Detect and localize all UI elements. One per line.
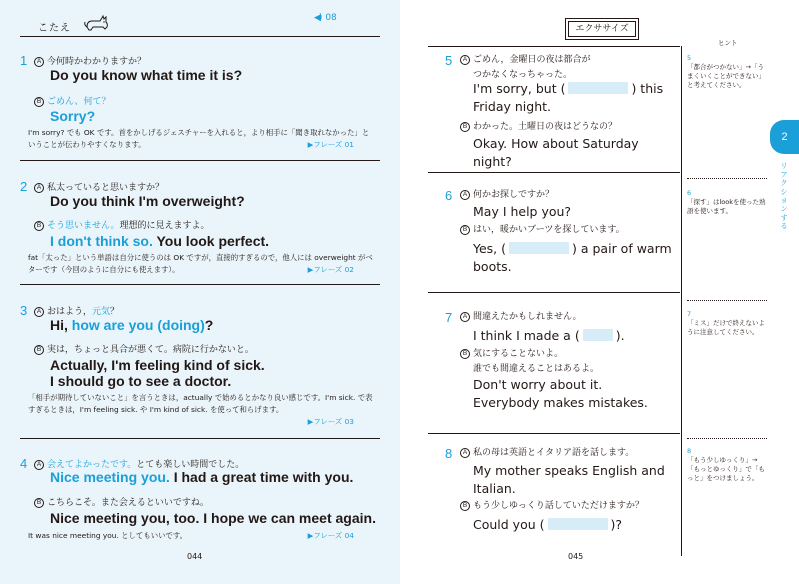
question-en: Hi, how are you (doing)? — [50, 317, 214, 333]
answers-header: こたえ — [38, 23, 71, 34]
speaker-a-badge: A — [34, 460, 44, 470]
hint-text: 「もう少しゆっくり」→「もっとゆっくり」で「もっと」をつけましょう。 — [687, 456, 765, 482]
answer-blank[interactable] — [548, 518, 608, 530]
hint-number: 7 — [687, 310, 692, 318]
question-jp: A 会えてよかったです。とても楽しい時間でした。 — [34, 457, 244, 470]
question-en: Nice meeting you. I had a great time with you. — [50, 469, 354, 485]
speaker-b-badge: B — [34, 345, 44, 355]
speaker-a-badge: A — [34, 57, 44, 67]
answer-number: 2 — [20, 179, 28, 194]
separator — [428, 292, 680, 293]
reply-en-line-2: I should go to see a doctor. — [50, 373, 232, 389]
note: 「相手が期待していないこと」を言うときは，actually で始めるとかなり良い感じです。I'm sick. で表すぎるときは，I'm feeling sick. や I'm kind of sick. を使って和らげます。 — [28, 393, 373, 414]
hint-text: 「都合がつかない」→「うまくいくことができない」と考えてください。 — [687, 63, 765, 89]
question-en: Do you think I'm overweight? — [50, 193, 245, 209]
page-number: 045 — [568, 552, 584, 561]
hint-number: 8 — [687, 447, 692, 455]
speaker-a-badge: A — [34, 307, 44, 317]
speaker-b-badge: B — [460, 122, 470, 132]
phrase-link[interactable]: ▶フレーズ 03 — [307, 417, 354, 426]
separator — [20, 284, 380, 285]
hint-text: 「探す」はlookを使った熟語を使います。 — [687, 198, 766, 215]
reply-jp: B 実は，ちょっと具合が悪くて。病院に行かないと。 — [34, 342, 254, 355]
exercise-number: 6 — [445, 188, 453, 203]
exercise-6-a-en: May I help you? — [473, 204, 572, 219]
exercise-8-a-jp: A 私の母は英語とイタリア語を話します。 — [460, 447, 634, 459]
audio-track-number: 08 — [325, 13, 337, 23]
hint-number: 5 — [687, 54, 692, 62]
question-en: Do you know what time it is? — [50, 67, 243, 83]
note: It was nice meeting you. としてもいいです。 — [28, 531, 188, 540]
exercise-7-b-en: Don't worry about it. Everybody makes mistakes. — [473, 377, 648, 410]
page-number: 044 — [187, 552, 203, 561]
answer-blank[interactable] — [509, 242, 569, 254]
speaker-b-badge: B — [460, 501, 470, 511]
speaker-a-badge: A — [460, 448, 470, 458]
reply-jp: B ごめん、何て？ — [34, 94, 111, 107]
exercise-number: 8 — [445, 446, 453, 461]
hint-label: ヒント — [718, 39, 738, 47]
separator — [20, 438, 380, 439]
audio-track[interactable] — [314, 13, 337, 23]
exercise-6-a-jp: A 何かお探しですか？ — [460, 189, 554, 201]
reply-en: Sorry? — [50, 108, 96, 124]
hint-7 — [687, 310, 767, 337]
exercise-7-a-en: I think I made a ( ). — [473, 328, 625, 343]
exercise-7-b-jp: B 気にすることないよ。 — [460, 348, 563, 360]
question-jp: A 私太っていると思いますか？ — [34, 180, 164, 193]
separator — [428, 433, 680, 434]
reply-jp: B そう思いません。理想的に見えますよ。 — [34, 218, 210, 231]
speaker-b-badge: B — [34, 97, 44, 107]
exercise-6-b-en: Yes, ( ) a pair of warm boots. — [473, 241, 672, 274]
hint-8 — [687, 447, 767, 483]
exercise-5-b-jp: B わかった。土曜日の夜はどうなの？ — [460, 121, 617, 133]
answer-blank[interactable] — [568, 82, 628, 94]
phrase-link[interactable]: ▶フレーズ 02 — [307, 265, 354, 274]
chapter-tab[interactable]: 2 — [770, 120, 799, 154]
exercise-8-b-jp: B もう少しゆっくり話していただけますか？ — [460, 500, 644, 512]
answer-number: 4 — [20, 456, 28, 471]
answer-number: 1 — [20, 53, 28, 68]
exercise-5-a-en: I'm sorry, but ( ) this Friday night. — [473, 81, 664, 114]
right-page — [400, 0, 799, 584]
exercise-8-a-en: My mother speaks English and Italian. — [473, 463, 665, 496]
note: fat「太った」という単語は自分に使うのは OK ですが，直接的すぎるので，他人には overweight がベターです（今回のように自分にも使えます）。 — [28, 253, 373, 274]
exercise-6-b-jp: B はい，暖かいブーツを探しています。 — [460, 224, 625, 236]
speaker-a-badge: A — [460, 190, 470, 200]
hint-separator — [687, 300, 767, 301]
reply-jp: B こちらこそ。また会えるといいですね。 — [34, 495, 209, 508]
exercise-number: 7 — [445, 310, 453, 325]
exercise-header: エクササイズ — [568, 21, 636, 37]
hint-separator — [687, 438, 767, 439]
exercise-5-a-jp-2: つかなくなっちゃった。 — [473, 70, 573, 80]
hint-column-divider — [681, 46, 682, 556]
exercise-number: 5 — [445, 53, 453, 68]
separator — [428, 172, 680, 173]
chapter-tab-title: リアクションする — [780, 162, 788, 231]
answer-blank[interactable] — [583, 329, 613, 341]
speaker-b-badge: B — [34, 498, 44, 508]
reply-en: Nice meeting you, too. I hope we can meet again. — [50, 510, 376, 526]
speaker-a-badge: A — [34, 183, 44, 193]
phrase-link[interactable]: ▶フレーズ 01 — [307, 140, 354, 149]
exercise-7-b-jp-2: 誰でも間違えることはあるよ。 — [473, 364, 600, 374]
speaker-b-badge: B — [34, 221, 44, 231]
hint-5 — [687, 54, 767, 90]
speaker-b-badge: B — [460, 225, 470, 235]
header-rule — [20, 36, 380, 37]
exercise-7-a-jp: A 間違えたかもしれません。 — [460, 311, 582, 323]
separator — [20, 160, 380, 161]
question-jp: A おはよう，元気？ — [34, 304, 119, 317]
hint-6 — [687, 189, 767, 216]
question-jp: A 今何時かわかりますか？ — [34, 54, 146, 67]
speaker-b-badge: B — [460, 349, 470, 359]
reply-en: I don't think so. You look perfect. — [50, 233, 270, 249]
speaker-icon: ◀) — [314, 13, 321, 23]
hint-separator — [687, 178, 767, 179]
top-rule — [428, 46, 680, 47]
speaker-a-badge: A — [460, 55, 470, 65]
answer-number: 3 — [20, 303, 28, 318]
exercise-5-a-jp: A ごめん，金曜日の夜は都合が — [460, 54, 591, 66]
exercise-8-b-en: Could you ( )? — [473, 517, 623, 532]
speaker-a-badge: A — [460, 312, 470, 322]
hint-text: 「ミス」だけで終えないように注意してください。 — [687, 319, 765, 336]
reply-en-line-1: Actually, I'm feeling kind of sick. — [50, 357, 265, 373]
cat-icon — [84, 13, 110, 33]
exercise-5-b-en: Okay. How about Saturday night? — [473, 136, 639, 169]
phrase-link[interactable]: ▶フレーズ 04 — [307, 531, 354, 540]
hint-number: 6 — [687, 189, 692, 197]
note: I'm sorry? でも OK です。首をかしげるジェスチャーを入れると，より相手に「聞き取れなかった」ということが伝わりやすくなります。 — [28, 128, 370, 149]
